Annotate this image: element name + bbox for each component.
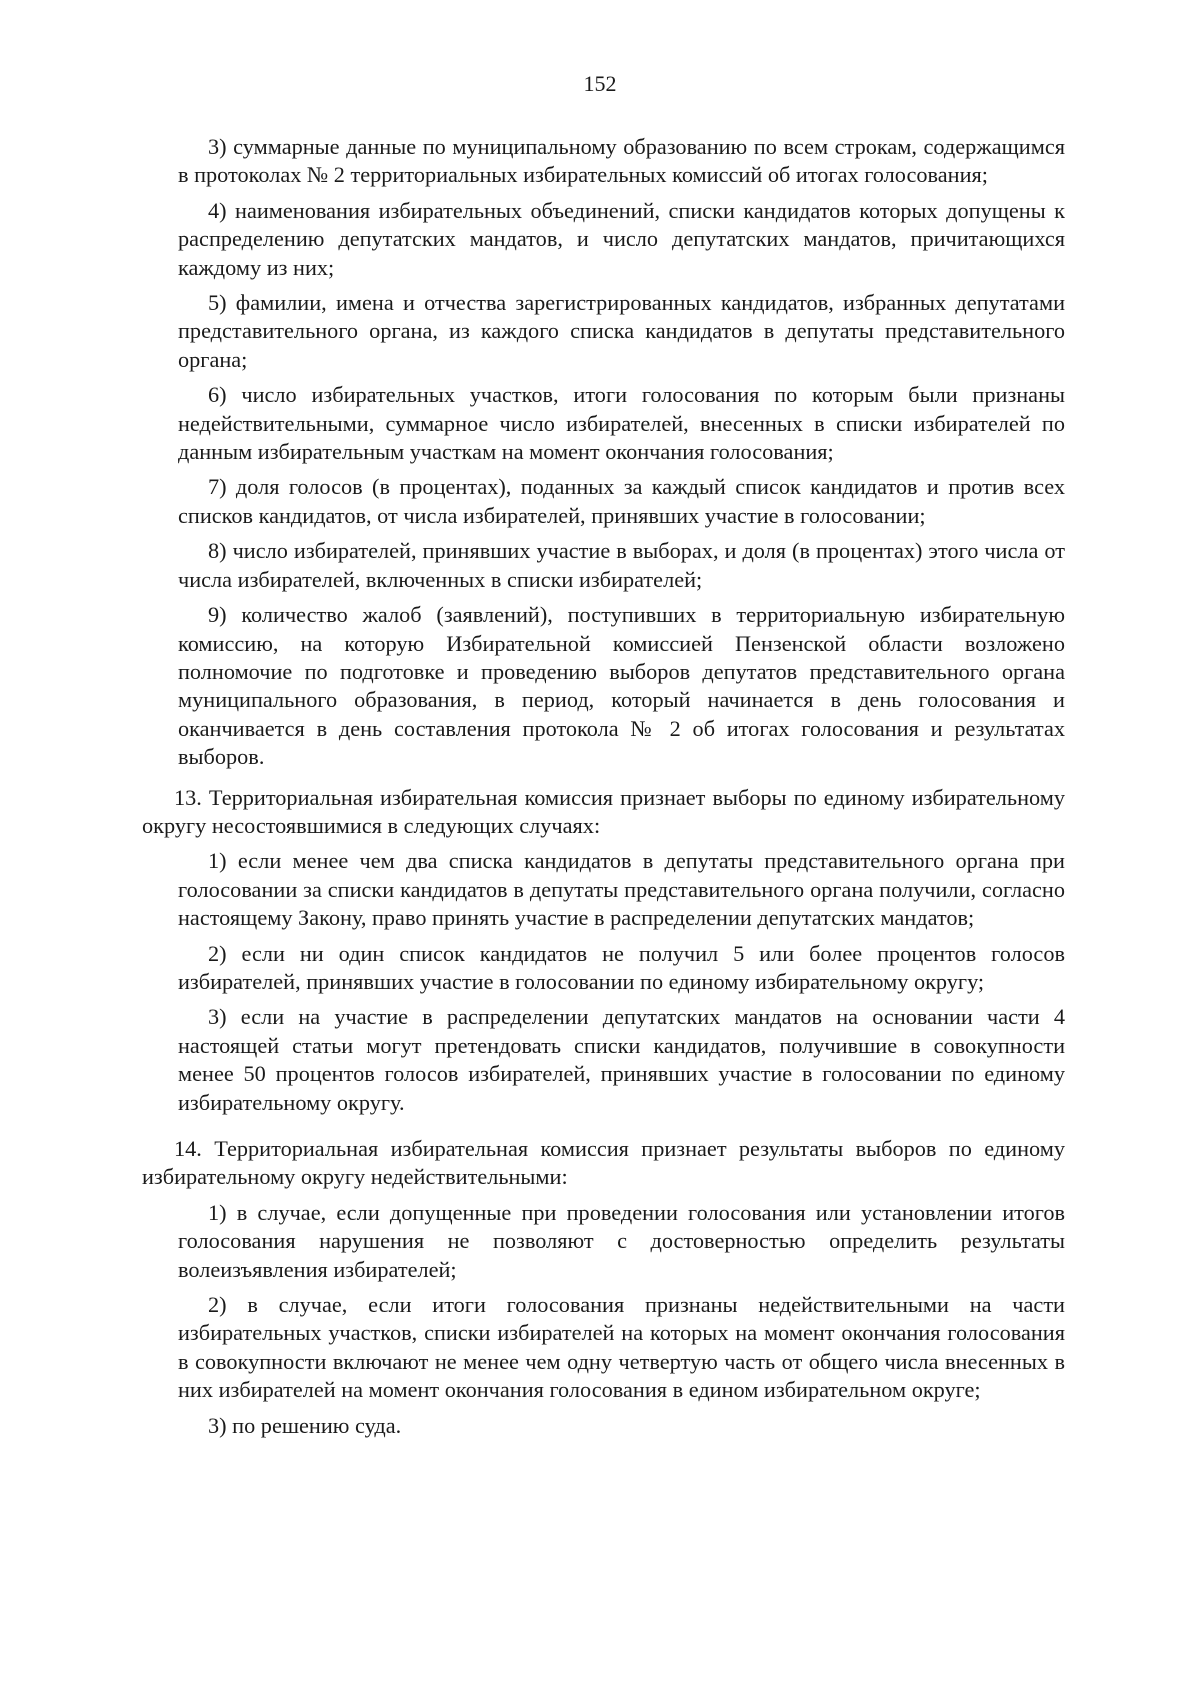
list-item-8: 8) число избирателей, принявших участие в выборах, и доля (в процентах) этого числа от числа избирателей, включенных в списки избирателей;: [178, 538, 1065, 592]
list-item-5: 5) фамилии, имена и отчества зарегистрированных кандидатов, избранных депутатами представительного органа, из каждого списка кандидатов в депутаты представительного органа;: [178, 290, 1065, 372]
list-item-7: 7) доля голосов (в процентах), поданных за каждый список кандидатов и против всех списков кандидатов, от числа избирателей, принявших участие в голосовании;: [178, 474, 1065, 528]
section-13-item-2: 2) если ни один список кандидатов не получил 5 или более процентов голосов избирателей, принявших участие в голосовании по единому избирательному округу;: [178, 940, 1065, 994]
list-item-6: 6) число избирательных участков, итоги голосования по которым были признаны недействительными, суммарное число избирателей, внесенных в списки избирателей по данным избирательным участкам на момент окончания голосования;: [178, 382, 1065, 465]
section-14-item-1: 1) в случае, если допущенные при проведении голосования или установлении итогов голосования нарушения не позволяют с достоверностью определить результаты волеизъявления избирателей;: [178, 1199, 1065, 1282]
section-14-heading: 14. Территориальная избирательная комиссия признает результаты выборов по единому избирательному округу недействительными:: [142, 1136, 1065, 1190]
page-number: 152: [583, 71, 617, 96]
list-item-3: 3) суммарные данные по муниципальному образованию по всем строкам, содержащимся в протоколах № 2 территориальных избирательных комиссий об итогах голосования;: [178, 134, 1065, 188]
list-item-9: 9) количество жалоб (заявлений), поступивших в территориальную избирательную комиссию, на которую Избирательной комиссией Пензенской области возложено полномочие по подготовке и проведению выборов депутатов представительного органа муниципального образования, в период, который начинается в день голосования и оканчивается в день составления протокола № 2 об итогах голосования и результатах выборов.: [178, 602, 1065, 770]
section-13-heading: 13. Территориальная избирательная комиссия признает выборы по единому избирательному округу несостоявшимися в следующих случаях:: [142, 784, 1065, 838]
list-item-4: 4) наименования избирательных объединений, списки кандидатов которых допущены к распределению депутатских мандатов, и число депутатских мандатов, причитающихся каждому из них;: [178, 197, 1065, 280]
section-13-item-1: 1) если менее чем два списка кандидатов в депутаты представительного органа при голосовании за списки кандидатов в депутаты представительного органа получили, согласно настоящему Закону, право принять участие в распределении депутатских мандатов;: [178, 848, 1065, 931]
section-14-item-3: 3) по решению суда.: [208, 1412, 402, 1438]
section-14-item-2: 2) в случае, если итоги голосования признаны недействительными на части избирательных участков, списки избирателей на которых на момент окончания голосования в совокупности включают не менее чем одну четвертую часть от общего числа внесенных в них избирателей на момент окончания голосования в едином избирательном округе;: [178, 1292, 1065, 1403]
document-body: [142, 133, 1065, 1440]
section-13-item-3: 3) если на участие в распределении депутатских мандатов на основании части 4 настоящей статьи могут претендовать списки кандидатов, получившие в совокупности менее 50 процентов голосов избирателей, принявших участие в голосовании по единому избирательному округу.: [178, 1004, 1065, 1115]
